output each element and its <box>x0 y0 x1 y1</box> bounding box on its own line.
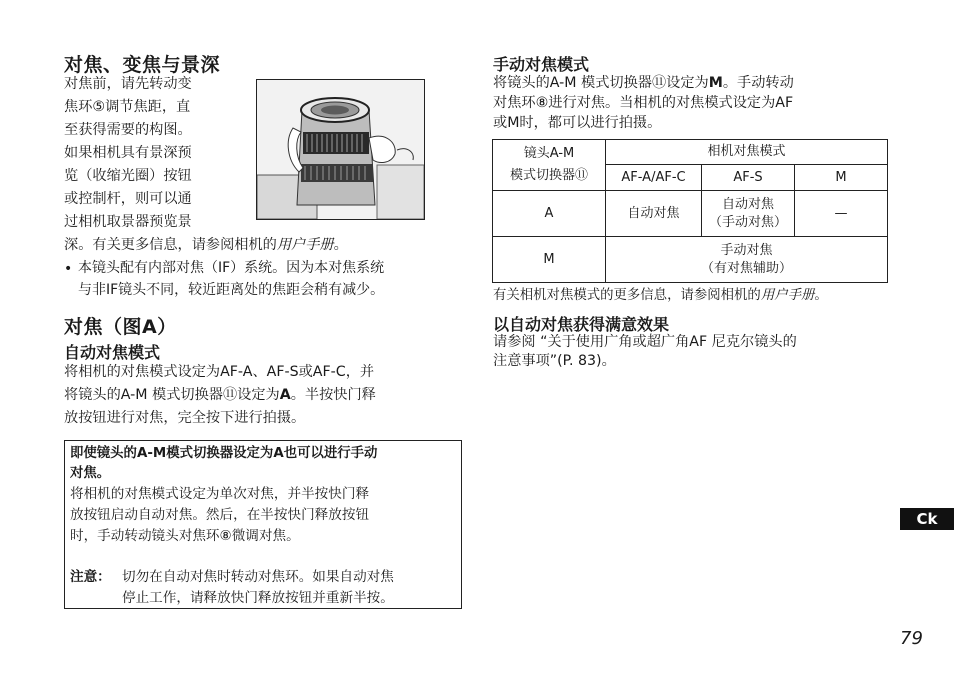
intro-line: 至获得需要的构图。 <box>64 122 192 138</box>
intro-line: 焦环⑤调节焦距，直 <box>64 99 191 115</box>
cell-m-all: 手动对焦 （有对焦辅助） <box>606 237 888 283</box>
table-note: 有关相机对焦模式的更多信息，请参阅相机的用户手册。 <box>493 288 828 303</box>
intro-line: 或控制杆，则可以通 <box>64 191 192 207</box>
cell-a-m: — <box>795 191 888 237</box>
box-title: 即使镜头的A-M模式切换器设定为A也可以进行手动 对焦。 <box>70 446 378 481</box>
page-number: 79 <box>900 628 923 649</box>
intro-last-line: 深。有关更多信息，请参阅相机的用户手册。 <box>64 237 348 253</box>
row-label-a: A <box>493 191 606 237</box>
subtitle-satisfying-results: 以自动对焦获得满意效果 <box>493 315 670 334</box>
camera-mode-header: 相机对焦模式 <box>606 140 888 165</box>
bullet-line: 本镜头配有内部对焦（IF）系统。因为本对焦系统 <box>78 260 385 276</box>
user-manual-ref: 用户手册 <box>276 237 334 253</box>
table-corner-cell: 镜头A-M 模式切换器⑪ <box>493 140 606 191</box>
subtitle-auto-focus: 自动对焦模式 <box>64 343 161 362</box>
intro-line: 览（收缩光圈）按钮 <box>64 168 192 184</box>
section-title-focus-zoom: 对焦、变焦与景深 <box>64 54 221 76</box>
intro-line: 如果相机具有景深预 <box>64 145 192 161</box>
satisfy-paragraph: 请参阅 “关于使用广角或超广角AF 尼克尔镜头的 注意事项”(P. 83)。 <box>493 334 797 369</box>
box-body: 将相机的对焦模式设定为单次对焦，并半按快门释 放按钮启动自动对焦。然后，在半按快门释放按钮 时，手动转动镜头对焦环⑧微调对焦。 <box>70 486 370 544</box>
row-label-m: M <box>493 237 606 283</box>
bullet-mark: • <box>64 261 73 277</box>
section-title-focus: 对焦（图A） <box>64 316 177 338</box>
manual-override-box <box>64 440 462 609</box>
col-header-m: M <box>795 165 888 191</box>
language-tab: Ck <box>900 508 954 530</box>
cell-a-afa: 自动对焦 <box>606 191 702 237</box>
cell-a-afs: 自动对焦 （手动对焦） <box>702 191 795 237</box>
intro-paragraph <box>64 73 254 234</box>
if-bullet-note <box>78 257 384 301</box>
col-header-afa-afc: AF-A/AF-C <box>606 165 702 191</box>
auto-focus-paragraph: 将相机的对焦模式设定为AF-A、AF-S或AF-C，并 将镜头的A-M 模式切换器⑪设定为A。半按快门释 放按钮进行对焦，完全按下进行拍摄。 <box>64 364 376 426</box>
manual-focus-paragraph: 将镜头的A-M 模式切换器⑪设定为M。手动转动 对焦环⑧进行对焦。当相机的对焦模式设定为AF 或M时，都可以进行拍摄。 <box>493 75 794 131</box>
user-manual-ref: 用户手册 <box>760 288 815 303</box>
note-text: 切勿在自动对焦时转动对焦环。如果自动对焦 停止工作，请释放快门释放按钮并重新半按。 <box>122 569 394 606</box>
intro-line: 对焦前，请先转动变 <box>64 76 192 92</box>
focus-mode-table <box>492 139 888 283</box>
lens-photo <box>256 79 425 220</box>
intro-line: 过相机取景器预览景 <box>64 214 192 230</box>
subtitle-manual-focus: 手动对焦模式 <box>493 55 590 74</box>
lens-illustration <box>257 80 424 219</box>
note-label: 注意： <box>70 569 111 585</box>
bullet-line: 与非IF镜头不同，较近距离处的焦距会稍有减少。 <box>78 282 385 298</box>
col-header-afs: AF-S <box>702 165 795 191</box>
